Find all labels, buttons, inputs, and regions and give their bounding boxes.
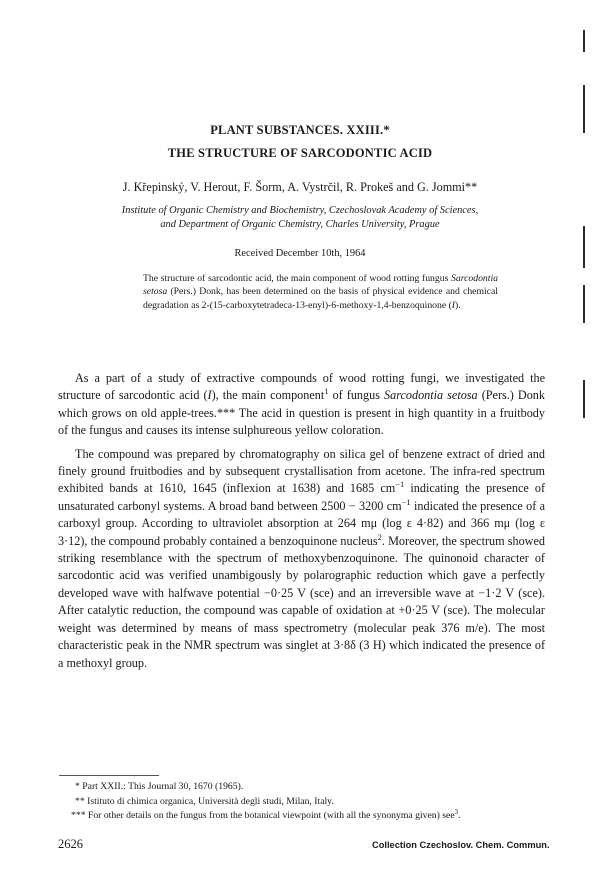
paragraph: The compound was prepared by chromatography on silica gel of benzene extract of dried and finely ground fruitbodies and by subsequent crystallisation from acetone. The infra-red spectrum exhibited bands at 1610, 1645 (inflexion at 1638) and 1685 $cm^{-1}$ indicating the presence of unsaturated carbonyl systems. A broad band between 2500 − 3200 $cm^{-1}$ indicated the presence of a carboxyl group. According to ultraviolet absorption at 264 mμ (log ε 4·82) and 366 mμ (log ε 3·12), the compound probably contained a benzoquinone nucleus$^2$. Moreover, the spectrum showed striking resemblance with the spectrum of methoxybenzoquinone. The quinonoid character of sarcodontic acid was verified unambigously by polarographic reduction which gave a perfectly developed wave with halfwave potential −0·25 V (sce) and an irreversible wave at −1·2 V (sce). After catalytic reduction, the compound was capable of oxidation at +0·25 V (sce). The molecular weight was determined by means of mass spectrometry (molecular peak 376 m/e). The most characteristic peak in the NMR spectrum was singlet at 3·8δ (3 H) which indicated the presence of a methoxyl group. [58, 446, 545, 670]
margin-rule [583, 285, 585, 323]
received-date: Received December 10th, 1964 [234, 248, 366, 259]
authors: J. Křepinský, V. Herout, F. Šorm, A. Vystrčil, R. Prokeš and G. Jommi** [122, 180, 478, 194]
paragraph: As a part of a study of extractive compounds of wood rotting fungi, we investigated the structure of sarcodontic acid (I), the main component$^1$ of fungus Sarcodontia setosa (Pers.) Donk which grows on old apple-trees.*** The acid in question is present in high quantity in a fruitbody of the fungus and causes its intense sulphureous yellow coloration. [58, 371, 545, 438]
affiliation [40, 204, 560, 232]
abstract: The structure of sarcodontic acid, the main component of wood rotting fungus Sarcodontia setosa (Pers.) Donk, has been determined on the basis of physical evidence and chemical degradation as 2-(15-carboxytetradeca-13-enyl)-6-methoxy-1,4-benzoquinone (I). [143, 273, 498, 311]
footnote: *** For other details on the fungus from the botanical viewpoint (with all the synonyma given) see$^3$. [71, 808, 461, 822]
footnote-divider [59, 775, 159, 776]
margin-rule [583, 30, 585, 52]
page-number: 2626 [58, 837, 83, 851]
body-text [58, 370, 545, 672]
paper-title: THE STRUCTURE OF SARCODONTIC ACID [167, 146, 433, 160]
margin-rule [583, 226, 585, 268]
journal-name: Collection Czechoslov. Chem. Commun. [372, 840, 550, 850]
footnotes [58, 780, 545, 824]
footnote: ** Istituto di chimica organica, Università degli studi, Milan, Italy. [75, 795, 334, 807]
affiliation-line: Institute of Organic Chemistry and Biochemistry, Czechoslovak Academy of Sciences, [121, 205, 479, 216]
footnote: * Part XXII.: This Journal 30, 1670 (1965). [75, 781, 244, 792]
margin-rule [583, 380, 585, 418]
affiliation-line: and Department of Organic Chemistry, Charles University, Prague [160, 219, 440, 230]
paper-title-series: PLANT SUBSTANCES. XXIII.* [210, 123, 390, 137]
